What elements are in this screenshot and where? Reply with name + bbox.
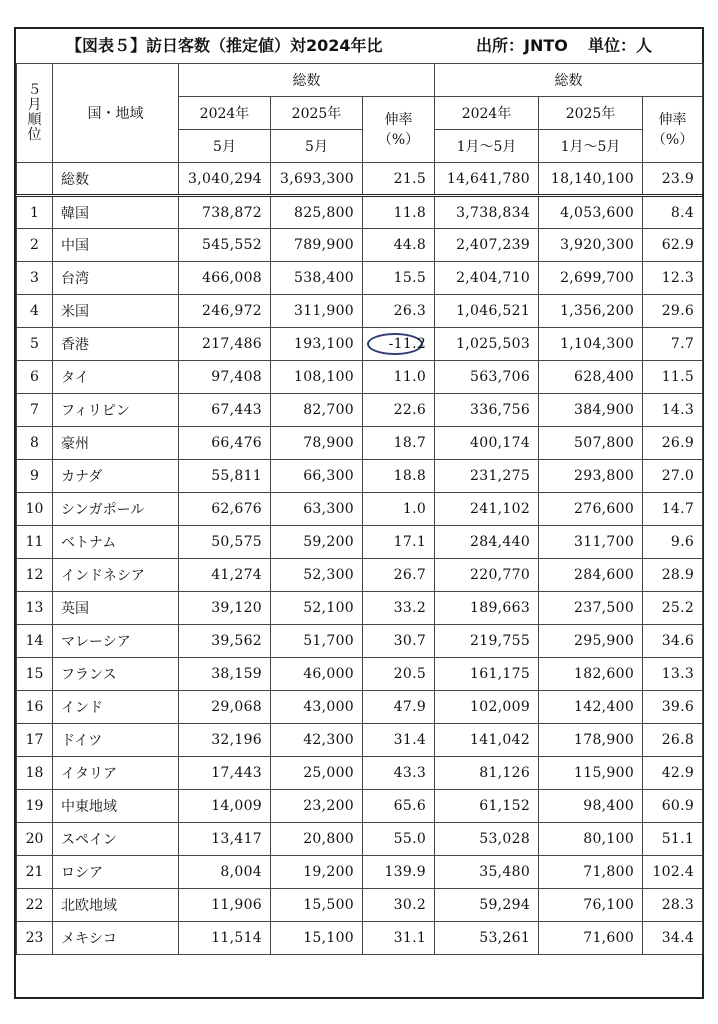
cell-growth-ytd: 7.7 <box>643 328 703 361</box>
cell-growth-may: 44.8 <box>363 229 435 262</box>
cell-ytd-2025: 178,900 <box>539 724 643 757</box>
cell-growth-may: 139.9 <box>363 856 435 889</box>
table-row <box>17 493 703 526</box>
cell-may-2024: 62,676 <box>179 493 271 526</box>
cell-may-2024: 545,552 <box>179 229 271 262</box>
cell-growth-ytd: 26.9 <box>643 427 703 460</box>
cell-name: メキシコ <box>53 922 179 955</box>
table-row <box>17 196 703 229</box>
cell-rank: 17 <box>17 724 53 757</box>
cell-growth-may: 43.3 <box>363 757 435 790</box>
cell-may-2025: 51,700 <box>271 625 363 658</box>
cell-growth-ytd: 27.0 <box>643 460 703 493</box>
cell-may-2024: 8,004 <box>179 856 271 889</box>
cell-may-2024: 11,906 <box>179 889 271 922</box>
highlighted-value: -11.2 <box>388 336 427 352</box>
cell-may-2025: 538,400 <box>271 262 363 295</box>
cell-name: ドイツ <box>53 724 179 757</box>
cell-ytd-2024: 59,294 <box>435 889 539 922</box>
cell-may-2025: 42,300 <box>271 724 363 757</box>
total-rank <box>17 163 53 196</box>
cell-ytd-2024: 220,770 <box>435 559 539 592</box>
cell-name: 香港 <box>53 328 179 361</box>
cell-may-2025: 193,100 <box>271 328 363 361</box>
cell-growth-may: 31.1 <box>363 922 435 955</box>
cell-ytd-2024: 336,756 <box>435 394 539 427</box>
cell-growth-ytd: 102.4 <box>643 856 703 889</box>
col-growth-ytd: 伸率 （%） <box>643 97 703 163</box>
cell-name: 韓国 <box>53 196 179 229</box>
cell-growth-may <box>363 328 435 361</box>
cell-may-2025: 19,200 <box>271 856 363 889</box>
cell-rank: 15 <box>17 658 53 691</box>
cell-ytd-2024: 284,440 <box>435 526 539 559</box>
page-title: 【図表５】訪日客数（推定値）対2024年比 <box>66 36 383 55</box>
cell-name: 豪州 <box>53 427 179 460</box>
cell-growth-ytd: 9.6 <box>643 526 703 559</box>
cell-rank: 20 <box>17 823 53 856</box>
col-2024-may-l2: 5月 <box>179 130 271 163</box>
cell-may-2024: 14,009 <box>179 790 271 823</box>
cell-may-2025: 15,100 <box>271 922 363 955</box>
cell-growth-may: 17.1 <box>363 526 435 559</box>
cell-name: フランス <box>53 658 179 691</box>
cell-may-2025: 59,200 <box>271 526 363 559</box>
table-row <box>17 625 703 658</box>
cell-growth-ytd: 12.3 <box>643 262 703 295</box>
cell-rank: 10 <box>17 493 53 526</box>
table-row <box>17 394 703 427</box>
cell-may-2025: 23,200 <box>271 790 363 823</box>
col-2024-may-l1: 2024年 <box>179 97 271 130</box>
cell-rank: 19 <box>17 790 53 823</box>
table-row <box>17 361 703 394</box>
table-row <box>17 790 703 823</box>
cell-growth-ytd: 29.6 <box>643 295 703 328</box>
cell-may-2025: 108,100 <box>271 361 363 394</box>
cell-growth-ytd: 28.3 <box>643 889 703 922</box>
cell-may-2025: 66,300 <box>271 460 363 493</box>
cell-ytd-2025: 295,900 <box>539 625 643 658</box>
cell-rank: 21 <box>17 856 53 889</box>
cell-ytd-2025: 71,600 <box>539 922 643 955</box>
cell-rank: 23 <box>17 922 53 955</box>
cell-ytd-2025: 276,600 <box>539 493 643 526</box>
cell-rank: 13 <box>17 592 53 625</box>
cell-growth-ytd: 28.9 <box>643 559 703 592</box>
cell-ytd-2024: 81,126 <box>435 757 539 790</box>
total-may-2024: 3,040,294 <box>179 163 271 196</box>
cell-may-2024: 13,417 <box>179 823 271 856</box>
cell-may-2025: 78,900 <box>271 427 363 460</box>
cell-ytd-2024: 219,755 <box>435 625 539 658</box>
cell-growth-may: 11.0 <box>363 361 435 394</box>
cell-ytd-2024: 231,275 <box>435 460 539 493</box>
cell-growth-may: 20.5 <box>363 658 435 691</box>
cell-may-2024: 11,514 <box>179 922 271 955</box>
cell-ytd-2025: 71,800 <box>539 856 643 889</box>
cell-name: インドネシア <box>53 559 179 592</box>
cell-may-2025: 25,000 <box>271 757 363 790</box>
cell-rank: 7 <box>17 394 53 427</box>
cell-ytd-2025: 311,700 <box>539 526 643 559</box>
cell-rank: 12 <box>17 559 53 592</box>
cell-may-2025: 311,900 <box>271 295 363 328</box>
cell-may-2024: 217,486 <box>179 328 271 361</box>
cell-ytd-2025: 237,500 <box>539 592 643 625</box>
table-row <box>17 229 703 262</box>
table-row <box>17 856 703 889</box>
cell-growth-ytd: 42.9 <box>643 757 703 790</box>
cell-name: インド <box>53 691 179 724</box>
cell-growth-may: 31.4 <box>363 724 435 757</box>
cell-may-2025: 82,700 <box>271 394 363 427</box>
cell-ytd-2024: 102,009 <box>435 691 539 724</box>
cell-growth-may: 30.7 <box>363 625 435 658</box>
country-header: 国・地域 <box>53 64 179 163</box>
cell-may-2024: 41,274 <box>179 559 271 592</box>
cell-growth-may: 65.6 <box>363 790 435 823</box>
cell-ytd-2024: 241,102 <box>435 493 539 526</box>
cell-may-2024: 66,476 <box>179 427 271 460</box>
cell-growth-ytd: 14.7 <box>643 493 703 526</box>
cell-ytd-2024: 2,407,239 <box>435 229 539 262</box>
cell-ytd-2025: 4,053,600 <box>539 196 643 229</box>
cell-growth-may: 11.8 <box>363 196 435 229</box>
cell-ytd-2025: 628,400 <box>539 361 643 394</box>
unit-label: 単位：人 <box>588 36 653 55</box>
cell-ytd-2024: 3,738,834 <box>435 196 539 229</box>
total-ytd-2024: 14,641,780 <box>435 163 539 196</box>
table-row <box>17 889 703 922</box>
cell-growth-may: 18.8 <box>363 460 435 493</box>
cell-growth-may: 1.0 <box>363 493 435 526</box>
cell-ytd-2025: 142,400 <box>539 691 643 724</box>
table-row <box>17 823 703 856</box>
cell-name: スペイン <box>53 823 179 856</box>
cell-growth-ytd: 60.9 <box>643 790 703 823</box>
cell-rank: 5 <box>17 328 53 361</box>
total-growth-may: 21.5 <box>363 163 435 196</box>
cell-name: カナダ <box>53 460 179 493</box>
cell-growth-ytd: 13.3 <box>643 658 703 691</box>
cell-growth-may: 22.6 <box>363 394 435 427</box>
cell-may-2025: 52,100 <box>271 592 363 625</box>
cell-growth-may: 18.7 <box>363 427 435 460</box>
cell-rank: 14 <box>17 625 53 658</box>
table-row <box>17 559 703 592</box>
cell-rank: 4 <box>17 295 53 328</box>
cell-ytd-2024: 189,663 <box>435 592 539 625</box>
cell-ytd-2024: 53,028 <box>435 823 539 856</box>
table-row <box>17 922 703 955</box>
cell-ytd-2025: 2,699,700 <box>539 262 643 295</box>
cell-may-2024: 29,068 <box>179 691 271 724</box>
cell-name: イタリア <box>53 757 179 790</box>
group-header-ytd: 総数 <box>435 64 703 97</box>
cell-rank: 2 <box>17 229 53 262</box>
cell-ytd-2024: 35,480 <box>435 856 539 889</box>
cell-may-2024: 32,196 <box>179 724 271 757</box>
col-2025-may-l1: 2025年 <box>271 97 363 130</box>
cell-may-2024: 39,562 <box>179 625 271 658</box>
cell-ytd-2025: 76,100 <box>539 889 643 922</box>
cell-growth-may: 26.7 <box>363 559 435 592</box>
cell-growth-ytd: 14.3 <box>643 394 703 427</box>
cell-ytd-2025: 115,900 <box>539 757 643 790</box>
cell-rank: 18 <box>17 757 53 790</box>
total-row <box>17 163 703 196</box>
cell-may-2025: 43,000 <box>271 691 363 724</box>
cell-ytd-2025: 98,400 <box>539 790 643 823</box>
cell-may-2024: 38,159 <box>179 658 271 691</box>
cell-name: マレーシア <box>53 625 179 658</box>
visitor-table <box>16 63 703 955</box>
col-2025-ytd-l1: 2025年 <box>539 97 643 130</box>
cell-rank: 6 <box>17 361 53 394</box>
total-may-2025: 3,693,300 <box>271 163 363 196</box>
cell-growth-ytd: 62.9 <box>643 229 703 262</box>
cell-ytd-2025: 182,600 <box>539 658 643 691</box>
cell-name: 英国 <box>53 592 179 625</box>
table-row <box>17 724 703 757</box>
cell-may-2025: 46,000 <box>271 658 363 691</box>
col-growth-may: 伸率 （%） <box>363 97 435 163</box>
document-frame <box>14 27 704 999</box>
col-2024-ytd-l2: 1月～5月 <box>435 130 539 163</box>
cell-growth-may: 15.5 <box>363 262 435 295</box>
col-2024-ytd-l1: 2024年 <box>435 97 539 130</box>
cell-may-2025: 825,800 <box>271 196 363 229</box>
table-row <box>17 460 703 493</box>
cell-growth-may: 47.9 <box>363 691 435 724</box>
cell-may-2024: 97,408 <box>179 361 271 394</box>
cell-name: 米国 <box>53 295 179 328</box>
cell-name: ロシア <box>53 856 179 889</box>
cell-ytd-2025: 1,104,300 <box>539 328 643 361</box>
cell-name: タイ <box>53 361 179 394</box>
cell-name: 北欧地域 <box>53 889 179 922</box>
table-row <box>17 328 703 361</box>
cell-name: ベトナム <box>53 526 179 559</box>
cell-growth-may: 30.2 <box>363 889 435 922</box>
cell-may-2024: 738,872 <box>179 196 271 229</box>
cell-growth-ytd: 34.4 <box>643 922 703 955</box>
cell-growth-may: 55.0 <box>363 823 435 856</box>
cell-rank: 11 <box>17 526 53 559</box>
total-name: 総数 <box>53 163 179 196</box>
cell-ytd-2025: 507,800 <box>539 427 643 460</box>
cell-ytd-2025: 80,100 <box>539 823 643 856</box>
cell-growth-ytd: 25.2 <box>643 592 703 625</box>
cell-name: フィリピン <box>53 394 179 427</box>
cell-ytd-2025: 384,900 <box>539 394 643 427</box>
cell-ytd-2024: 1,025,503 <box>435 328 539 361</box>
table-row <box>17 295 703 328</box>
cell-ytd-2024: 2,404,710 <box>435 262 539 295</box>
group-header-may: 総数 <box>179 64 435 97</box>
cell-rank: 9 <box>17 460 53 493</box>
cell-growth-may: 26.3 <box>363 295 435 328</box>
cell-rank: 16 <box>17 691 53 724</box>
cell-growth-ytd: 39.6 <box>643 691 703 724</box>
cell-name: 中東地域 <box>53 790 179 823</box>
cell-rank: 8 <box>17 427 53 460</box>
cell-ytd-2024: 1,046,521 <box>435 295 539 328</box>
cell-may-2025: 63,300 <box>271 493 363 526</box>
cell-ytd-2024: 53,261 <box>435 922 539 955</box>
cell-ytd-2024: 400,174 <box>435 427 539 460</box>
cell-rank: 22 <box>17 889 53 922</box>
col-2025-may-l2: 5月 <box>271 130 363 163</box>
cell-name: 台湾 <box>53 262 179 295</box>
header-row-1 <box>17 64 703 97</box>
cell-may-2024: 39,120 <box>179 592 271 625</box>
table-row <box>17 427 703 460</box>
cell-may-2024: 17,443 <box>179 757 271 790</box>
cell-may-2024: 50,575 <box>179 526 271 559</box>
cell-growth-ytd: 51.1 <box>643 823 703 856</box>
total-growth-ytd: 23.9 <box>643 163 703 196</box>
cell-ytd-2024: 563,706 <box>435 361 539 394</box>
table-row <box>17 658 703 691</box>
cell-ytd-2024: 141,042 <box>435 724 539 757</box>
cell-rank: 1 <box>17 196 53 229</box>
cell-may-2024: 246,972 <box>179 295 271 328</box>
cell-growth-ytd: 11.5 <box>643 361 703 394</box>
cell-may-2025: 15,500 <box>271 889 363 922</box>
cell-growth-ytd: 34.6 <box>643 625 703 658</box>
cell-ytd-2025: 284,600 <box>539 559 643 592</box>
table-row <box>17 757 703 790</box>
cell-may-2024: 55,811 <box>179 460 271 493</box>
cell-ytd-2025: 3,920,300 <box>539 229 643 262</box>
table-row <box>17 691 703 724</box>
total-ytd-2025: 18,140,100 <box>539 163 643 196</box>
table-row <box>17 526 703 559</box>
table-row <box>17 262 703 295</box>
table-row <box>17 592 703 625</box>
source-label: 出所：JNTO <box>476 36 568 55</box>
cell-ytd-2025: 293,800 <box>539 460 643 493</box>
cell-may-2024: 67,443 <box>179 394 271 427</box>
cell-rank: 3 <box>17 262 53 295</box>
cell-may-2025: 20,800 <box>271 823 363 856</box>
title-bar <box>16 29 702 63</box>
cell-growth-ytd: 26.8 <box>643 724 703 757</box>
cell-ytd-2024: 161,175 <box>435 658 539 691</box>
cell-name: シンガポール <box>53 493 179 526</box>
cell-ytd-2025: 1,356,200 <box>539 295 643 328</box>
cell-ytd-2024: 61,152 <box>435 790 539 823</box>
cell-may-2025: 52,300 <box>271 559 363 592</box>
rank-header: ５月順位 <box>17 64 53 163</box>
cell-growth-may: 33.2 <box>363 592 435 625</box>
cell-growth-ytd: 8.4 <box>643 196 703 229</box>
cell-may-2024: 466,008 <box>179 262 271 295</box>
col-2025-ytd-l2: 1月～5月 <box>539 130 643 163</box>
cell-may-2025: 789,900 <box>271 229 363 262</box>
cell-name: 中国 <box>53 229 179 262</box>
